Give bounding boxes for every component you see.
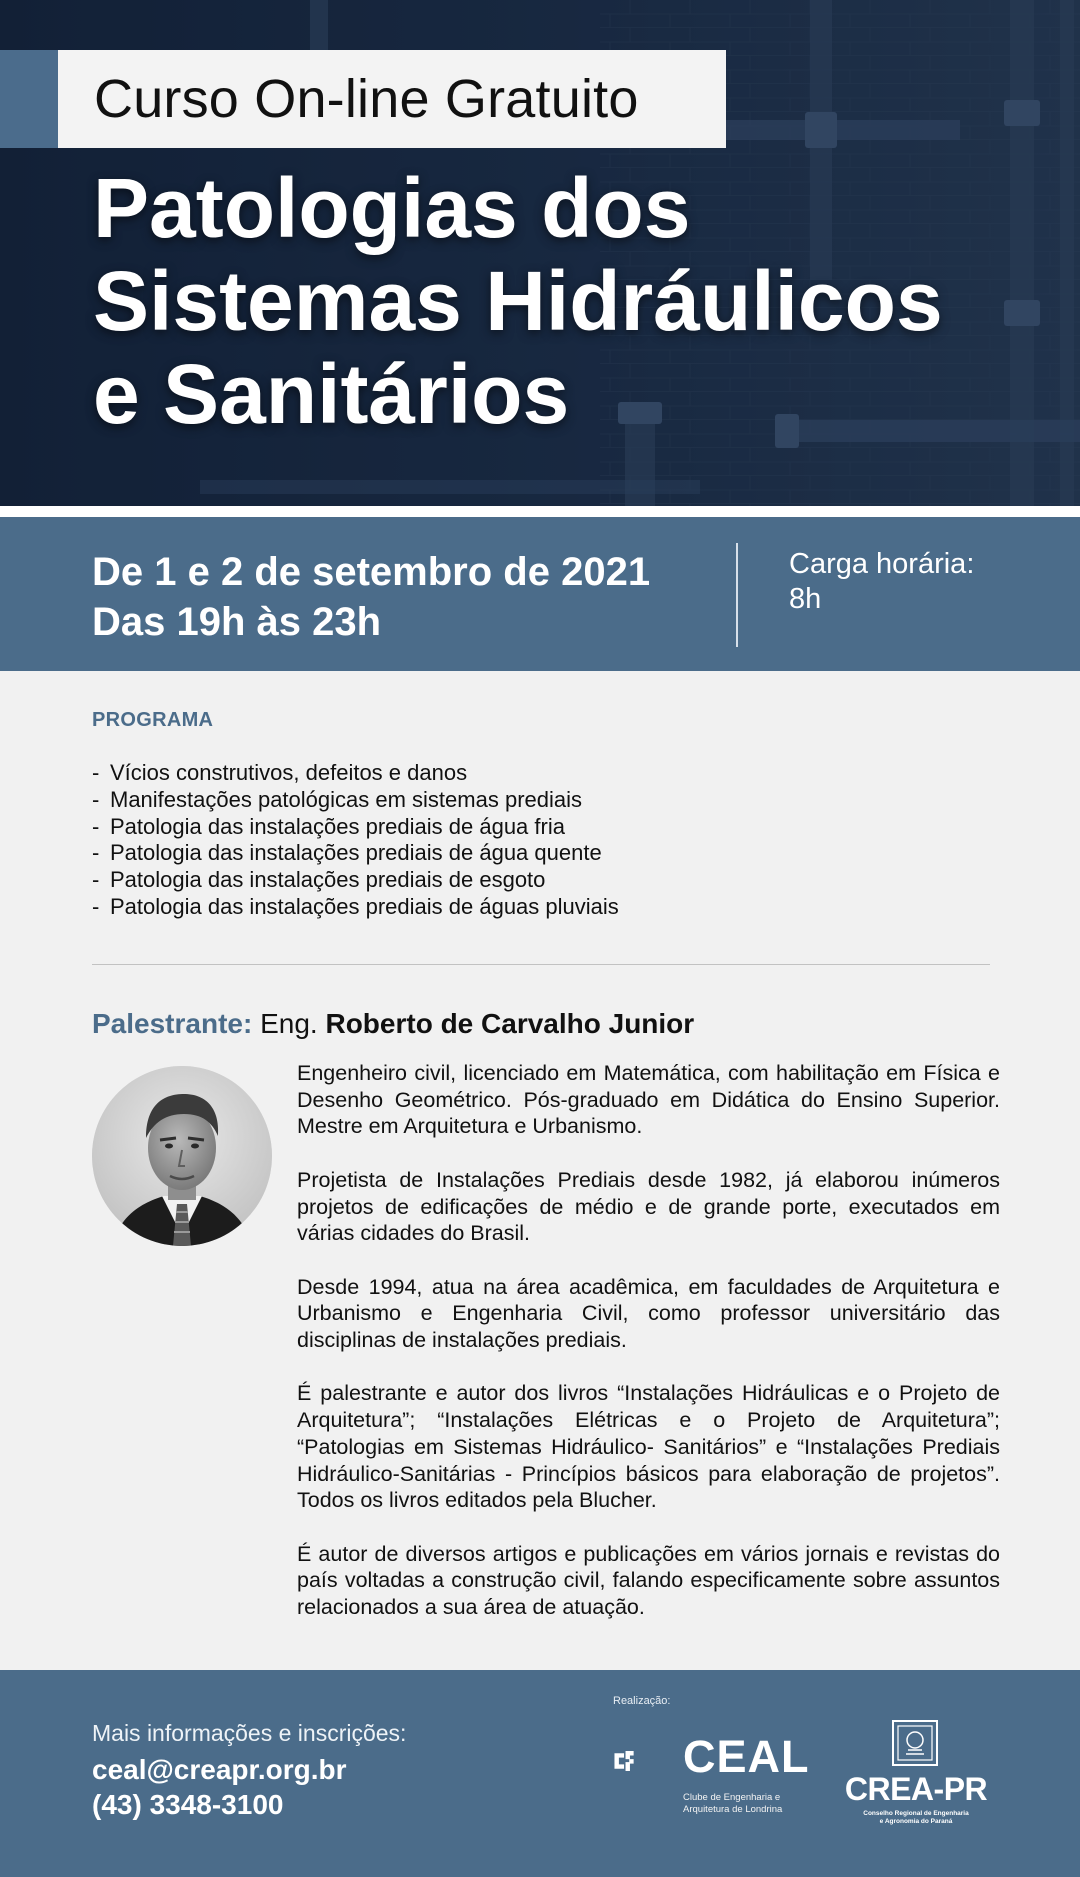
vertical-divider [736, 543, 738, 647]
schedule-bar [0, 517, 1080, 671]
crea-emblem-icon [892, 1720, 938, 1766]
course-title-line: e Sanitários [93, 347, 570, 441]
bio-paragraph: É autor de diversos artigos e publicações em vários jornais e revistas do país voltadas a construção civil, falando especificamente sobre assuntos relacionados a sua área de atuação. [297, 1541, 1000, 1619]
bio-paragraph: Projetista de Instalações Prediais desde 1982, já elaborou inúmeros projetos de edificações de médio e de grande porte, executados em várias cidades do Brasil. [297, 1167, 1000, 1246]
speaker-portrait-image [92, 1066, 272, 1246]
program-item-text: Patologia das instalações prediais de água fria [110, 813, 565, 839]
course-load [789, 547, 974, 617]
program-item-text: Patologia das instalações prediais de água quente [110, 840, 602, 866]
hero-banner [0, 0, 1080, 506]
speaker-photo [92, 1066, 272, 1246]
ceal-subtitle-line: Arquitetura de Londrina [683, 1804, 783, 1815]
crea-subtitle [838, 1810, 994, 1826]
ceal-subtitle-line: Clube de Engenharia e [683, 1792, 781, 1803]
event-dates: De 1 e 2 de setembro de 2021 [92, 550, 651, 594]
course-title-line: Sistemas Hidráulicos [93, 254, 943, 348]
program-item-text: Vícios construtivos, defeitos e danos [110, 760, 468, 785]
course-load-value: 8h [789, 583, 822, 615]
crea-wordmark: CREA-PR [844, 1771, 988, 1807]
contact-phone[interactable]: (43) 3348-3100 [92, 1789, 284, 1820]
program-item: - Manifestações patológicas em sistemas prediais [92, 786, 583, 812]
speaker-title: Eng. [260, 1008, 318, 1039]
speaker-bio [297, 1060, 1000, 1647]
speaker-name: Roberto de Carvalho Junior [325, 1008, 695, 1039]
program-item: - Patologia das instalações prediais de água quente [92, 840, 602, 866]
program-item: - Vícios construtivos, defeitos e danos [92, 760, 468, 785]
event-hours: Das 19h às 23h [92, 600, 382, 644]
program-list [92, 760, 619, 921]
program-item: - Patologia das instalações prediais de água fria [92, 813, 565, 839]
course-title [93, 162, 1053, 441]
program-item-text: Manifestações patológicas em sistemas prediais [110, 786, 583, 812]
crea-subtitle-line: e Agronomia do Paraná [879, 1818, 953, 1825]
course-title-line: Patologias dos [93, 161, 691, 255]
course-load-label: Carga horária: [789, 548, 975, 580]
section-divider [92, 964, 990, 965]
bio-paragraph: Desde 1994, atua na área acadêmica, em faculdades de Arquitetura e Urbanismo e Engenharia Civil, como professor universitário das disciplinas de instalações prediais. [297, 1274, 1000, 1352]
ceal-wordmark: CEAL [683, 1731, 810, 1782]
contact-info [92, 1752, 347, 1822]
bio-paragraph: Engenheiro civil, licenciado em Matemática, com habilitação em Física e Desenho Geométrico. Pós-graduado em Didática do Ensino Superior. Mestre em Arquitetura e Urbanismo. [297, 1061, 1000, 1139]
schedule-dates [92, 547, 650, 647]
speaker-label: Palestrante: [92, 1008, 253, 1039]
contact-email[interactable]: ceal@creapr.org.br [92, 1754, 347, 1785]
bio-paragraph: É palestrante e autor dos livros “Instalações Hidráulicas e o Projeto de Arquitetura”; “Instalações Elétricas e o Projeto de Arquitetura”; “Patologias em Sistemas Hidráulico- Sanitários” e “Instalações Prediais Hidráulico-Sanitárias - Princípios básicos para elaboração de projetos”. Todos os livros editados pela Blucher. [297, 1381, 1000, 1513]
program-item: - Patologia das instalações prediais de esgoto [92, 867, 546, 893]
course-subtitle: Curso On-line Gratuito [94, 69, 639, 129]
program-heading: PROGRAMA [92, 709, 214, 731]
program-item-text: Patologia das instalações prediais de esgoto [110, 867, 546, 893]
program-item-text: Patologia das instalações prediais de águas pluviais [110, 893, 619, 919]
organizers-label: Realização: [613, 1695, 671, 1707]
footer [0, 1670, 1080, 1877]
hero-accent-bar [0, 50, 58, 148]
ceal-subtitle [683, 1792, 782, 1816]
more-info-label: Mais informações e inscrições: [92, 1720, 407, 1746]
hero-separator [0, 506, 1080, 517]
program-item: - Patologia das instalações prediais de águas pluviais [92, 893, 619, 919]
crea-subtitle-line: Conselho Regional de Engenharia [863, 1810, 969, 1817]
subtitle-box [58, 50, 726, 148]
ceal-logo-icon [613, 1738, 683, 1798]
speaker-heading [92, 1008, 694, 1040]
